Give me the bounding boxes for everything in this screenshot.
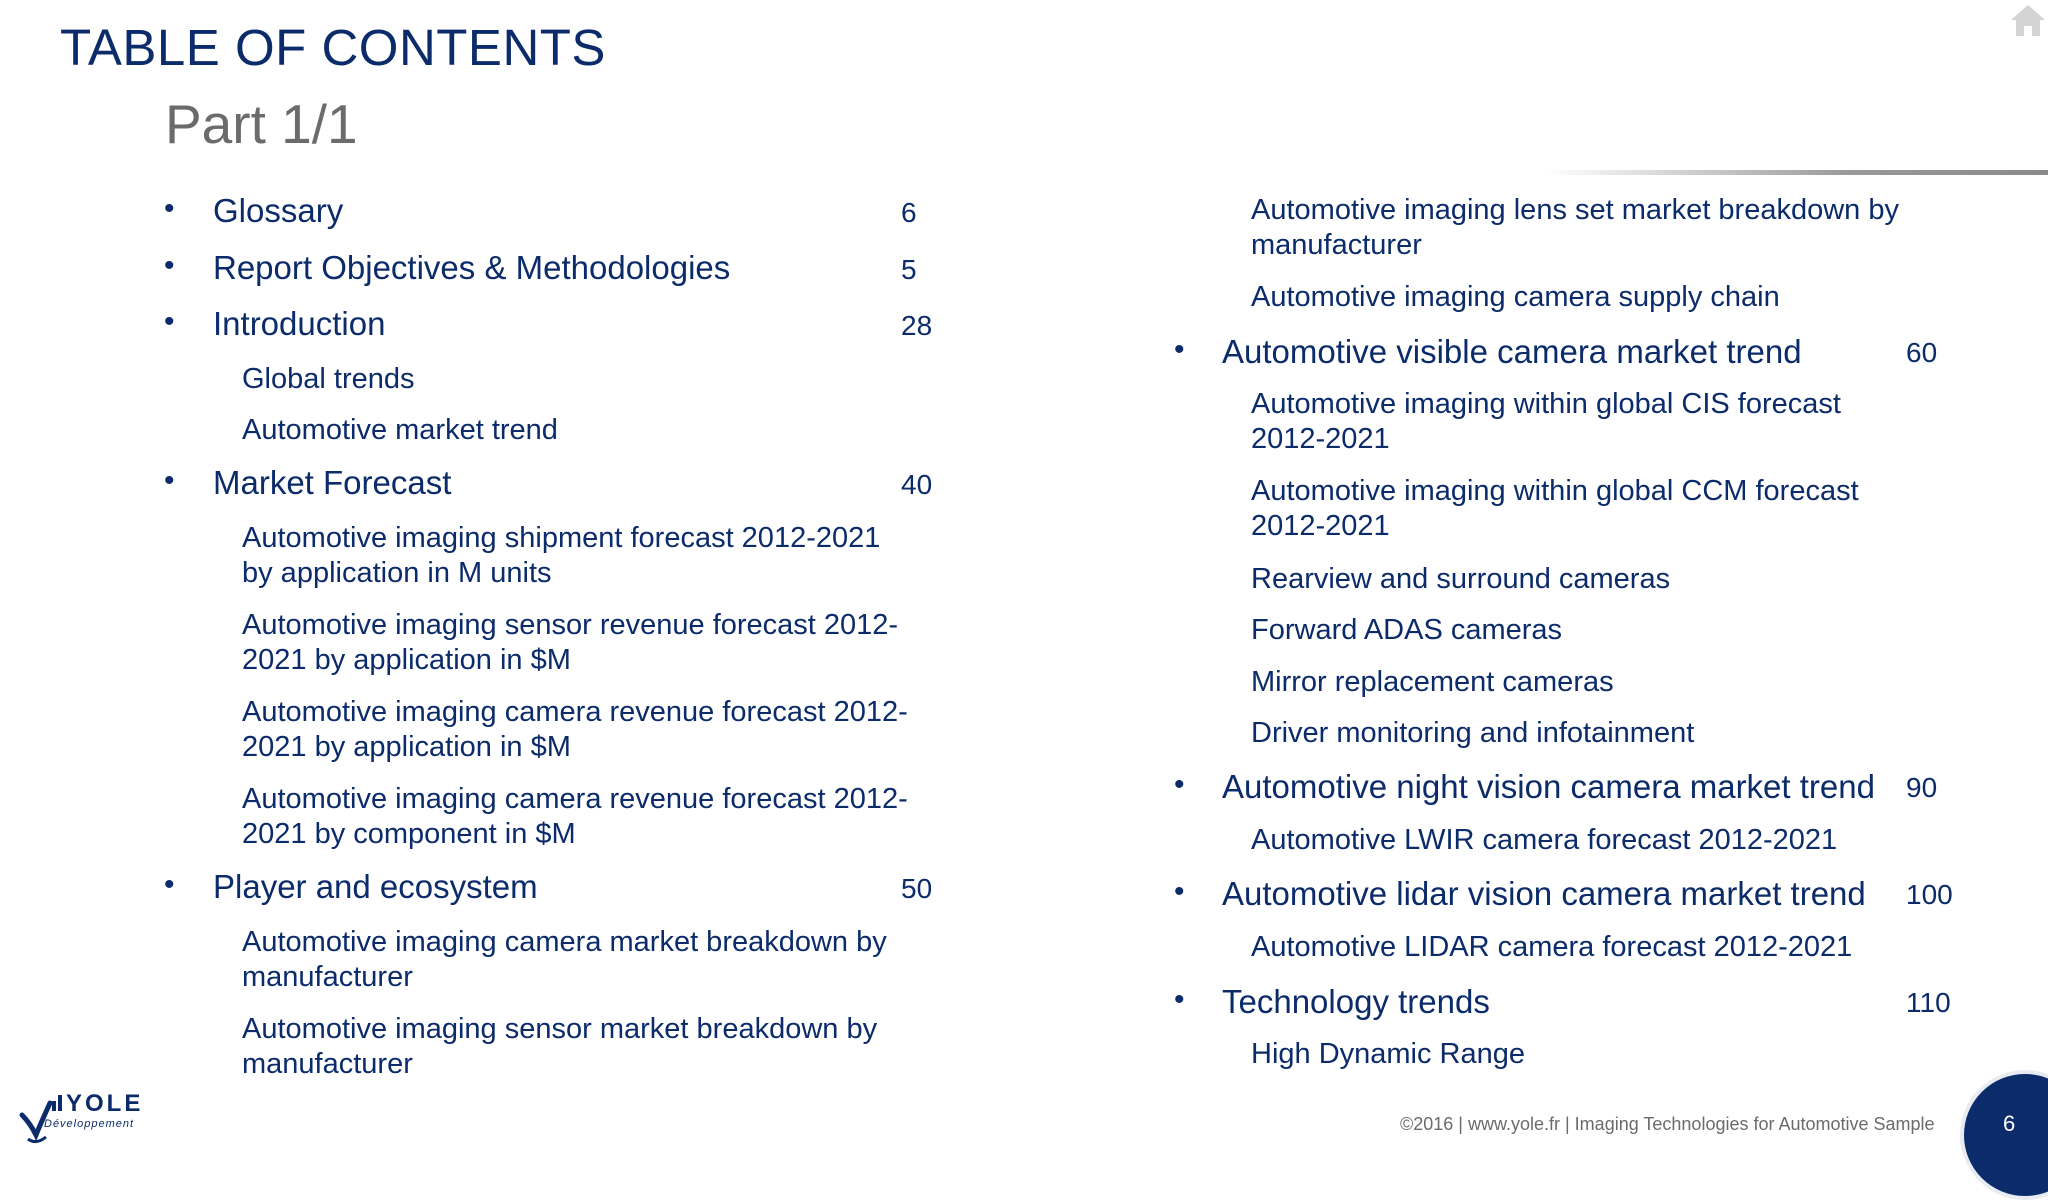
toc-entry-objectives[interactable]: Report Objectives & Methodologies (213, 249, 731, 286)
logo-tagline-text: Développement (44, 1118, 135, 1130)
toc-subentry[interactable]: Forward ADAS cameras (1251, 614, 1563, 646)
toc-subentry[interactable]: Mirror replacement cameras (1251, 666, 1614, 698)
page-number: 6 (2003, 1111, 2016, 1136)
bullet-icon: • (164, 305, 175, 338)
toc-subentry[interactable]: Automotive imaging camera supply chain (1251, 281, 1780, 313)
toc-page-number: 110 (1906, 987, 1951, 1018)
toc-subentry-line: by application in M units (242, 557, 552, 589)
bullet-icon: • (164, 464, 175, 497)
bullet-icon: • (164, 249, 175, 282)
toc-subentry-line: Automotive imaging camera revenue forecast 2012- (242, 696, 908, 728)
toc-subentry[interactable]: Global trends (242, 363, 415, 395)
toc-subentry-line: Automotive imaging camera revenue forecast 2012- (242, 783, 908, 815)
toc-subentry-line: manufacturer (242, 1048, 413, 1080)
logo-brand-text: YOLE (66, 1090, 144, 1117)
toc-subentry-line: 2021 by component in $M (242, 818, 576, 850)
toc-subentry-line: manufacturer (1251, 229, 1422, 261)
toc-entry-player-ecosystem[interactable]: Player and ecosystem (213, 868, 538, 905)
page-subtitle: Part 1/1 (165, 93, 358, 155)
toc-entry-glossary[interactable]: Glossary (213, 192, 344, 229)
toc-entry-market-forecast[interactable]: Market Forecast (213, 464, 452, 501)
toc-subentry-line: Automotive imaging within global CCM forecast (1251, 475, 1859, 507)
toc-subentry[interactable] (242, 521, 880, 591)
toc-subentry[interactable] (1251, 387, 1841, 457)
toc-subentry-line: Automotive imaging camera market breakdown by (242, 926, 887, 958)
bullet-icon: • (1174, 875, 1185, 908)
toc-subentry[interactable]: Rearview and surround cameras (1251, 563, 1671, 595)
toc-subentry[interactable] (242, 695, 908, 765)
toc-subentry[interactable] (242, 925, 887, 995)
toc-page-number: 28 (901, 310, 933, 341)
bullet-icon: • (164, 192, 175, 225)
toc-subentry-line: 2012-2021 (1251, 510, 1390, 542)
bullet-icon: • (1174, 768, 1185, 801)
toc-subentry[interactable]: High Dynamic Range (1251, 1038, 1526, 1070)
toc-page-number: 100 (1906, 879, 1953, 910)
header-divider (1545, 170, 2048, 175)
toc-subentry-line: Automotive imaging within global CIS forecast (1251, 388, 1841, 420)
toc-subentry[interactable]: Automotive market trend (242, 414, 558, 446)
toc-subentry-line: Automotive imaging sensor market breakdown by (242, 1013, 878, 1045)
toc-subentry[interactable]: Driver monitoring and infotainment (1251, 717, 1695, 749)
toc-page-number: 5 (901, 254, 917, 285)
toc-subentry-line: Automotive imaging sensor revenue forecast 2012- (242, 609, 899, 641)
bullet-icon: • (1174, 333, 1185, 366)
toc-subentry[interactable] (242, 782, 908, 852)
toc-subentry[interactable] (242, 608, 898, 678)
toc-page-number: 50 (901, 873, 933, 904)
toc-page-number: 40 (901, 469, 933, 500)
toc-subentry-line: 2021 by application in $M (242, 731, 571, 763)
toc-entry-night-vision[interactable]: Automotive night vision camera market trend (1222, 768, 1875, 805)
toc-entry-technology-trends[interactable]: Technology trends (1222, 983, 1490, 1020)
yole-logo (16, 1075, 156, 1145)
toc-page-number: 90 (1906, 772, 1938, 803)
toc-page-number: 6 (901, 197, 917, 228)
toc-subentry-line: manufacturer (242, 961, 413, 993)
toc-entry-visible-camera[interactable]: Automotive visible camera market trend (1222, 333, 1802, 370)
toc-subentry-line: Automotive imaging lens set market breakdown by (1251, 194, 1899, 226)
toc-subentry[interactable]: Automotive LIDAR camera forecast 2012-2021 (1251, 931, 1853, 963)
toc-subentry-line: 2012-2021 (1251, 423, 1390, 455)
toc-page-number: 60 (1906, 337, 1938, 368)
toc-subentry[interactable] (242, 1012, 877, 1082)
toc-subentry[interactable]: Automotive LWIR camera forecast 2012-2021 (1251, 824, 1838, 856)
toc-subentry[interactable] (1251, 474, 1859, 544)
bullet-icon: • (1174, 983, 1185, 1016)
toc-subentry[interactable] (1251, 193, 1899, 263)
toc-entry-lidar[interactable]: Automotive lidar vision camera market trend (1222, 875, 1866, 912)
toc-subentry-line: 2021 by application in $M (242, 644, 571, 676)
page-title: TABLE OF CONTENTS (60, 19, 606, 76)
bullet-icon: • (164, 868, 175, 901)
home-icon[interactable] (2008, 2, 2048, 38)
toc-subentry-line: Automotive imaging shipment forecast 2012-2021 (242, 522, 881, 554)
footer-text: ©2016 | www.yole.fr | Imaging Technologies for Automotive Sample (1400, 1114, 1935, 1134)
toc-entry-introduction[interactable]: Introduction (213, 305, 386, 342)
